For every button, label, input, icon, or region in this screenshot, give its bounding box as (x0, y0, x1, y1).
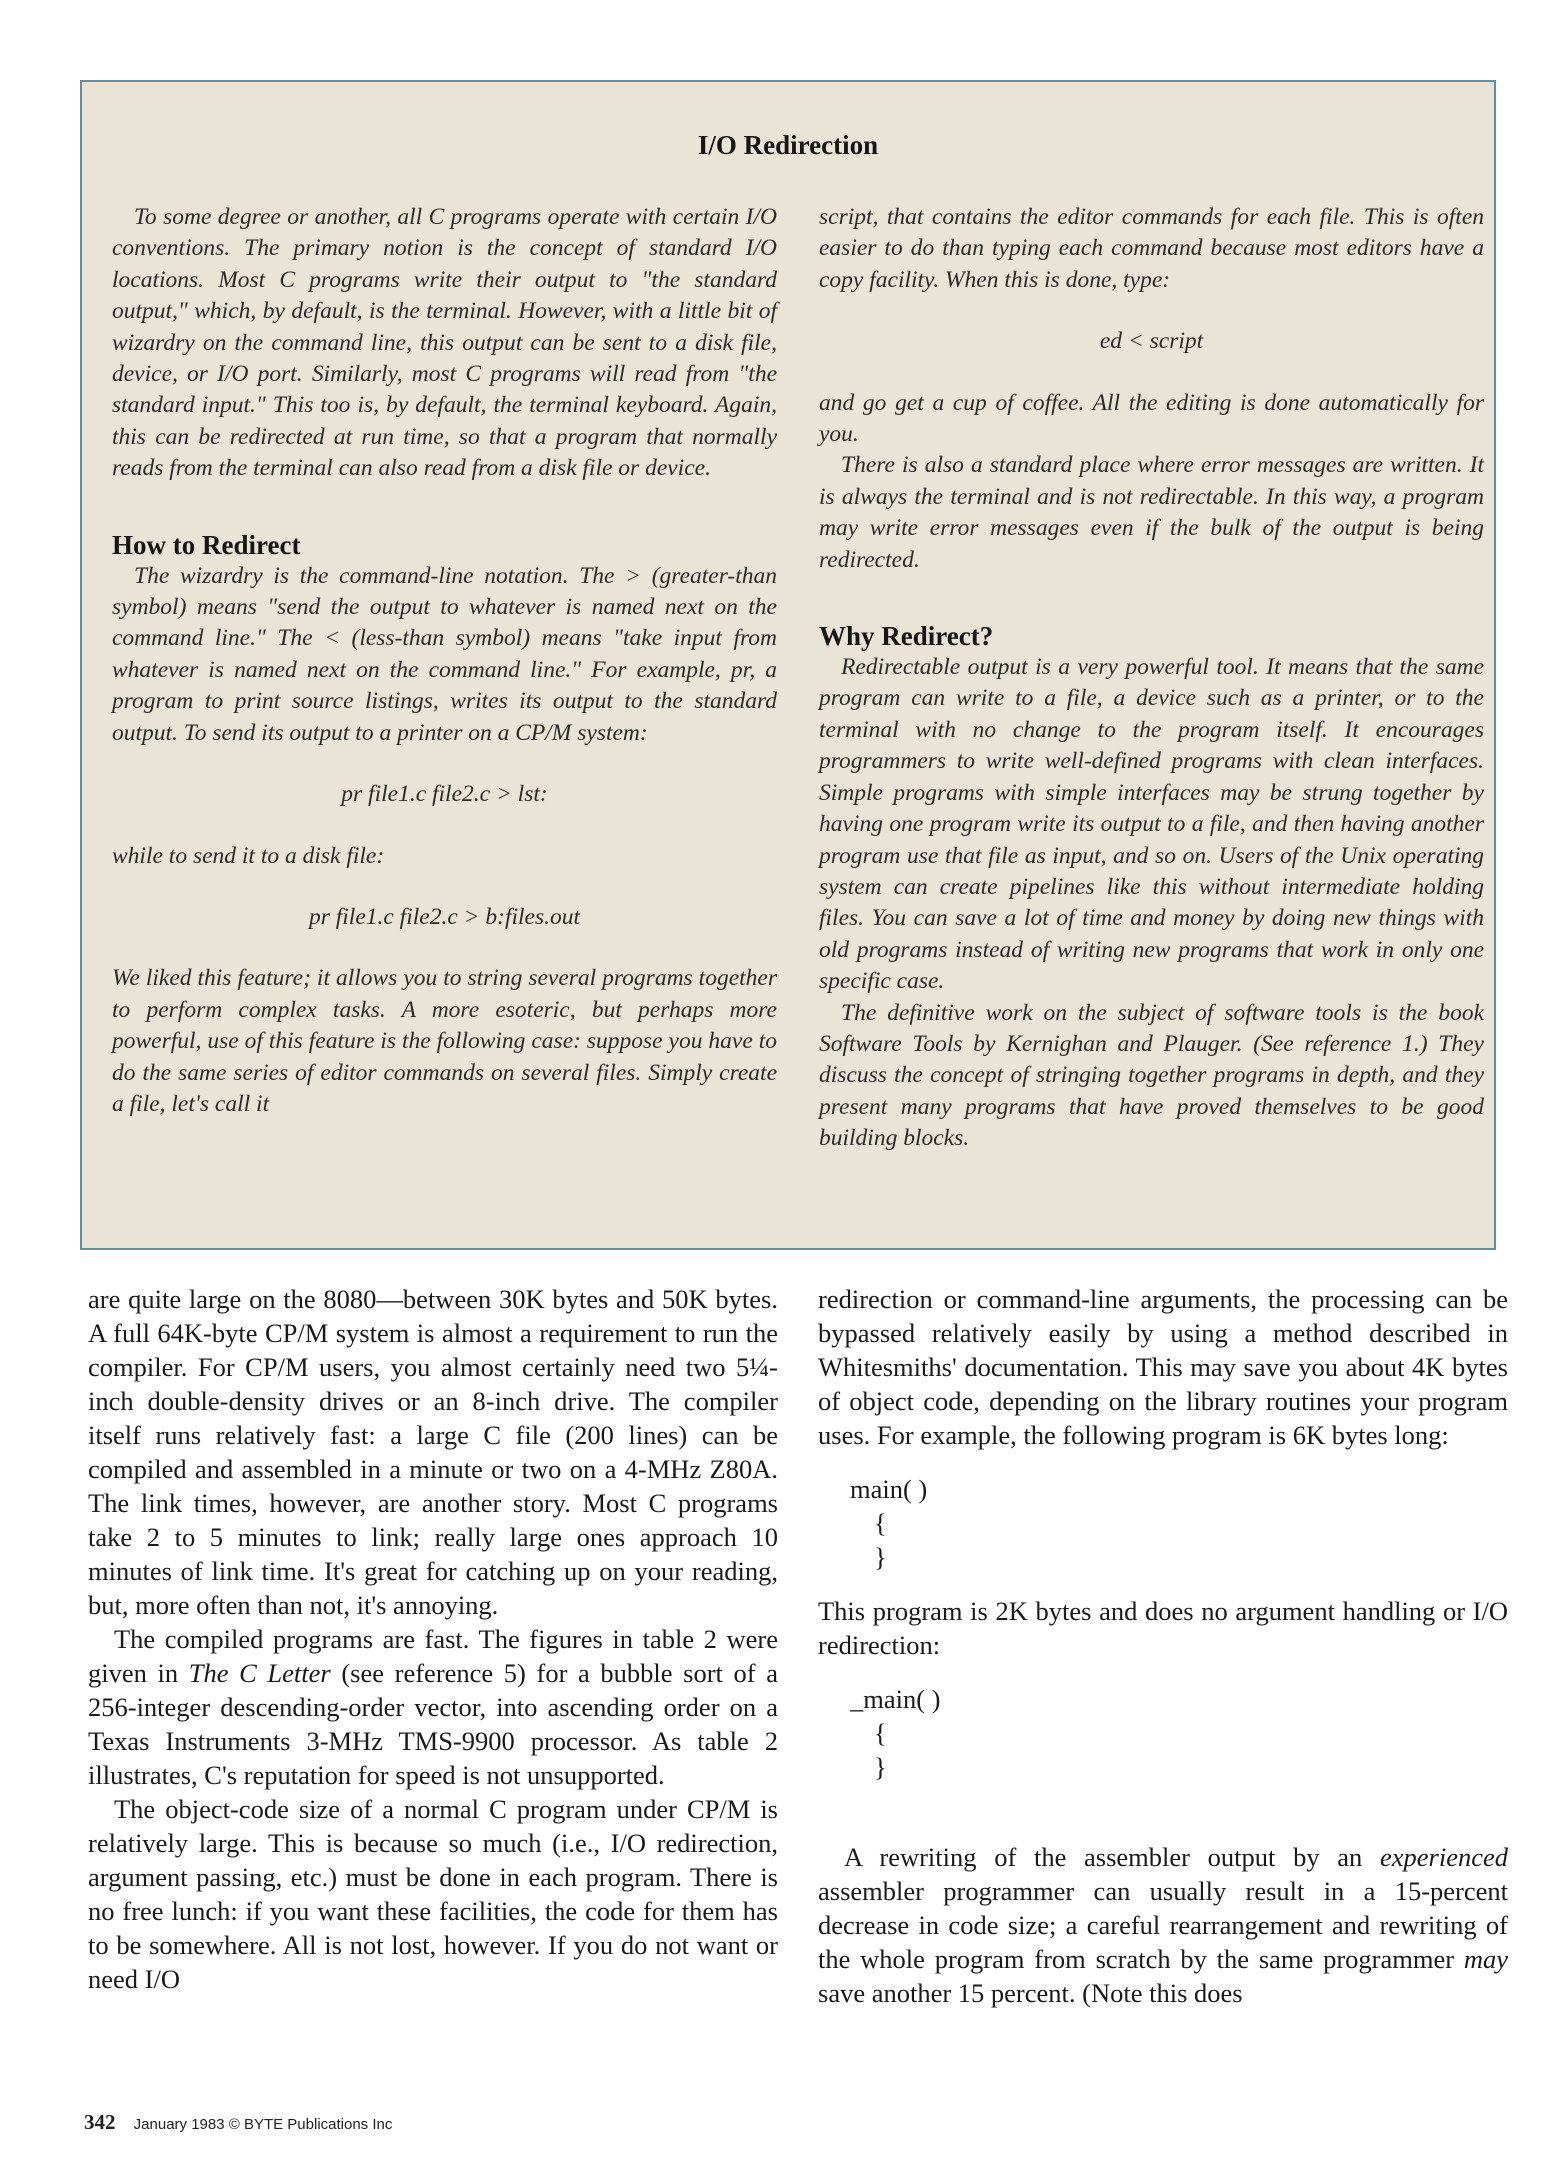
body-paragraph: The object-code size of a normal C program under CP/M is relatively large. This is because so much (i.e., I/O redirection, argument passing, etc.) must be done in each program. There is no free lunch: if you want these facilities, the code for them has to be somewhere. All is not lost, however. If you do not want or need I/O (88, 1794, 778, 1994)
code-listing: _main( ) { } (850, 1684, 941, 1782)
sidebar-paragraph: while to send it to a disk file: (112, 842, 385, 869)
main-left-column (88, 1282, 778, 1996)
sidebar-paragraph: and go get a cup of coffee. All the editing is done automatically for you. (819, 389, 1484, 448)
sidebar-heading-why-redirect: Why Redirect? (819, 621, 994, 652)
sidebar-left-column (112, 202, 777, 1120)
body-paragraph: A rewriting of the assembler output by an experienced assembler programmer can usually result in a 15-percent decrease in code size; a careful rearrangement and rewriting of the whole program from scratch by the same programmer may save another 15 percent. (Note this does (818, 1842, 1508, 2008)
sidebar-heading-how-to-redirect: How to Redirect (112, 529, 301, 560)
sidebar-title: I/O Redirection (697, 130, 879, 160)
sidebar-paragraph: We liked this feature; it allows you to string several programs together to perform complex tasks. A more esoteric, but perhaps more powerful, use of this feature is the following case: suppose you have to do the same series of editor commands on several files. Simply create a file, let's call it (112, 965, 777, 1117)
page-footer (84, 2110, 392, 2135)
sidebar-paragraph: Redirectable output is a very powerful tool. It means that the same program can write to a file, a device such as a printer, or to the terminal with no change to the program itself. It encourages programmers to write well-defined programs with clean interfaces. Simple programs with simple interfaces may be strung together by having one program write its output to a file, and then having another program use that file as input, and so on. Users of the Unix operating system can create pipelines like this without intermediate holding files. You can save a lot of time and money by doing new things with old programs instead of writing new programs that work in only one specific case. (819, 654, 1484, 995)
sidebar-box (80, 80, 1496, 1250)
body-paragraph: redirection or command-line arguments, the processing can be bypassed relatively easily by using a method described in Whitesmiths' documentation. This may save you about 4K bytes of object code, depending on the library routines your program uses. For example, the following program is 6K bytes long: (818, 1284, 1508, 1450)
sidebar-code-example: pr file1.c file2.c > lst: (341, 781, 548, 808)
page-number: 342 (84, 2110, 116, 2134)
sidebar-code-example: ed < script (1099, 328, 1204, 355)
sidebar-paragraph: The wizardry is the command-line notation. The > (greater-than symbol) means "send the output to whatever is named next on the command line." The < (less-than symbol) means "take input from whatever is named next on the command line." For example, pr, a program to print source listings, writes its output to the standard output. To send its output to a printer on a CP/M system: (112, 562, 777, 746)
body-paragraph: The compiled programs are fast. The figures in table 2 were given in The C Letter (see reference 5) for a bubble sort of a 256-integer descending-order vector, into ascending order on a Texas Instruments 3-MHz TMS-9900 processor. As table 2 illustrates, C's reputation for speed is not unsupported. (88, 1624, 778, 1790)
sidebar-paragraph: To some degree or another, all C programs operate with certain I/O conventions. The primary notion is the concept of standard I/O locations. Most C programs write their output to "the standard output," which, by default, is the terminal. However, with a little bit of wizardry on the command line, this output can be sent to a disk file, device, or I/O port. Similarly, most C programs will read from "the standard input." This too is, by default, the terminal keyboard. Again, this can be redirected at run time, so that a program that normally reads from the terminal can also read from a disk file or device. (112, 204, 777, 482)
sidebar-paragraph: The definitive work on the subject of software tools is the book Software Tools by Kernighan and Plauger. (See reference 1.) They discuss the concept of stringing together programs in depth, and they present many programs that have proved themselves to be good building blocks. (819, 999, 1484, 1152)
footer-text: January 1983 © BYTE Publications Inc (133, 2116, 393, 2133)
main-right-column (818, 1282, 1508, 2010)
sidebar-paragraph: There is also a standard place where error messages are written. It is always the terminal and is not redirectable. In this way, a program may write error messages even if the bulk of the output is being redirected. (819, 452, 1484, 573)
sidebar-paragraph: script, that contains the editor commands for each file. This is often easier to do than typing each command because most editors have a copy facility. When this is done, type: (819, 204, 1484, 293)
body-paragraph: are quite large on the 8080—between 30K bytes and 50K bytes. A full 64K-byte CP/M system is almost a requirement to run the compiler. For CP/M users, you almost certainly need two 5¼-inch double-density drives or an 8-inch drive. The compiler itself runs relatively fast: a large C file (200 lines) can be compiled and assembled in a minute or two on a 4-MHz Z80A. The link times, however, are another story. Most C programs take 2 to 5 minutes to link; really large ones approach 10 minutes of link time. It's great for catching up on your reading, but, more often than not, it's annoying. (88, 1284, 778, 1620)
sidebar-code-example: pr file1.c file2.c > b:files.out (308, 903, 581, 930)
code-listing: main( ) { } (850, 1474, 928, 1572)
body-paragraph: This program is 2K bytes and does no argument handling or I/O redirection: (818, 1596, 1508, 1660)
sidebar-right-column (819, 202, 1484, 1155)
